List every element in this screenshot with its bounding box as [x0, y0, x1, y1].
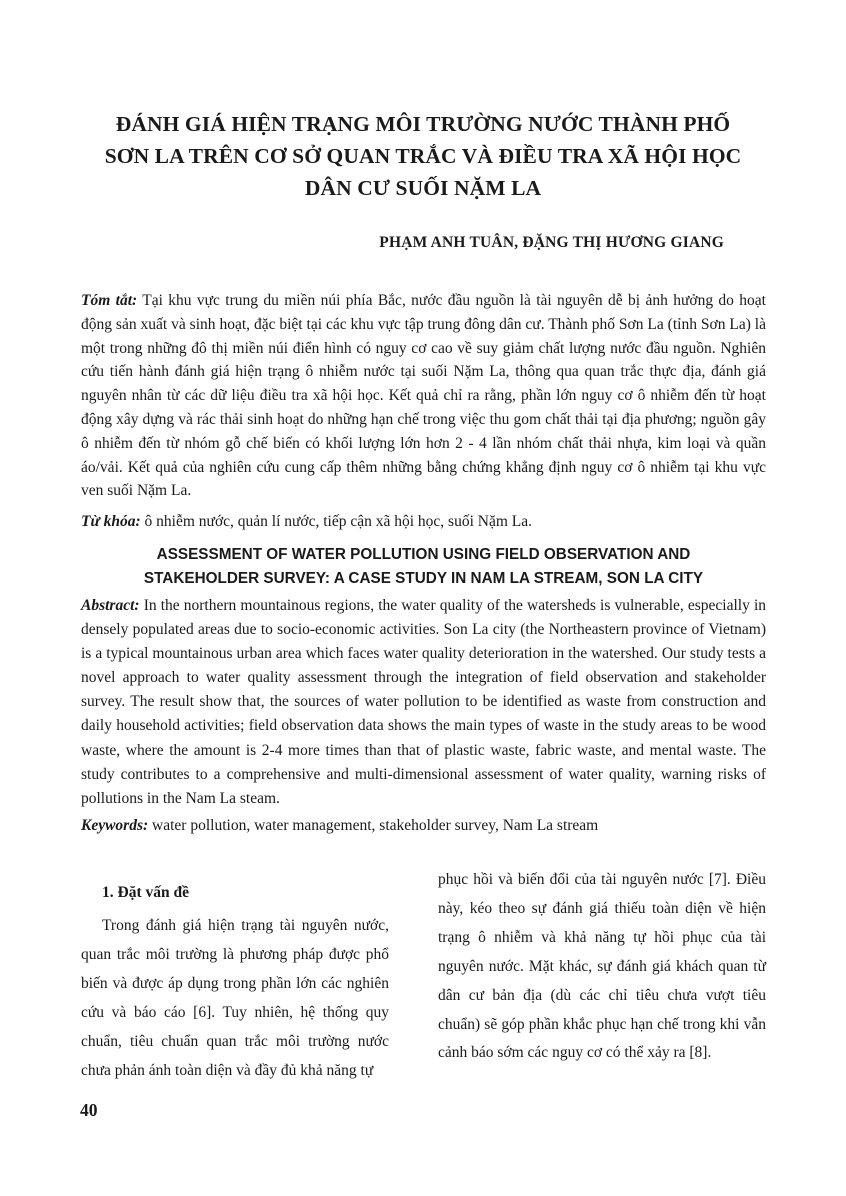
english-title [81, 543, 766, 591]
english-title-line-1: ASSESSMENT OF WATER POLLUTION USING FIELD OBSERVATION AND [156, 546, 691, 563]
keywords-english [81, 814, 766, 837]
authors: PHẠM ANH TUÂN, ĐẶNG THỊ HƯƠNG GIANG [379, 234, 724, 251]
title-line-2: SƠN LA TRÊN CƠ SỞ QUAN TRẮC VÀ ĐIỀU TRA XÃ HỘI HỌC [104, 144, 742, 168]
body-paragraph-left: Trong đánh giá hiện trạng tài nguyên nước, quan trắc môi trường là phương pháp được phổ biến và được áp dụng trong phần lớn các nghiên cứu và báo cáo [6]. Tuy nhiên, hệ thống quy chuẩn, tiêu chuẩn quan trắc môi trường nước chưa phản ánh toàn diện và đầy đủ khả năng tự [81, 917, 389, 1079]
abstract-vietnamese [81, 289, 766, 503]
english-title-line-2: STAKEHOLDER SURVEY: A CASE STUDY IN NAM LA STREAM, SON LA CITY [143, 570, 704, 587]
abstract-en-label: Abstract: [81, 597, 140, 614]
title-line-3: DÂN CƯ SUỐI NẶM LA [304, 176, 542, 200]
section-heading: 1. Đặt vấn đề [102, 884, 189, 901]
abstract-vn-text: Tại khu vực trung du miền núi phía Bắc, nước đầu nguồn là tài nguyên dễ bị ảnh hưởng do hoạt động sản xuất và sinh hoạt, đặc biệt tại các khu vực tập trung đông dân cư. Thành phố Sơn La (tỉnh Sơn La) là một trong những đô thị miền núi điển hình có nguy cơ cao về suy giảm chất lượng nước đầu nguồn. Nghiên cứu tiến hành đánh giá hiện trạng ô nhiễm nước tại suối Nặm La, thông qua quan trắc thực địa, đánh giá nguyên nhân từ các dữ liệu điều tra xã hội học. Kết quả chỉ ra rằng, phần lớn nguy cơ ô nhiễm đến từ hoạt động xây dựng và rác thải sinh hoạt do những hạn chế trong việc thu gom chất thải tại địa phương; nguồn gây ô nhiễm đến từ nhóm gỗ chế biến có khối lượng lớn hơn 2 - 4 lần nhóm chất thải nhựa, kim loại và quần áo/vải. Kết quả của nghiên cứu cung cấp thêm những bằng chứng khẳng định nguy cơ ô nhiễm tại khu vực ven suối Nặm La. [81, 292, 766, 500]
keywords-en-label: Keywords: [81, 817, 149, 834]
keywords-vietnamese [81, 510, 766, 533]
abstract-vn-label: Tóm tắt: [81, 292, 138, 309]
title-line-1: ĐÁNH GIÁ HIỆN TRẠNG MÔI TRƯỜNG NƯỚC THÀNH PHỐ [115, 112, 731, 136]
keywords-vn-text: ô nhiễm nước, quản lí nước, tiếp cận xã hội học, suối Nặm La. [144, 513, 532, 530]
abstract-en-text: In the northern mountainous regions, the water quality of the watersheds is vulnerable, especially in densely populated areas due to socio-economic activities. Son La city (the Northeastern province of Vietnam) is a typical mountainous urban area which faces water quality deterioration in the watershed. Our study tests a novel approach to water quality assessment through the integration of field observation and stakeholder survey. The result show that, the sources of water pollution to be identified as waste from construction and daily household activities; field observation data shows the main types of waste in the study areas to be wood waste, where the amount is 2-4 more times than that of plastic waste, fabric waste, and mental waste. The study contributes to a comprehensive and multi-dimensional assessment of water quality, warning risks of pollutions in the Nam La steam. [81, 597, 767, 807]
abstract-english [81, 594, 766, 811]
page-number: 40 [80, 1100, 98, 1120]
keywords-vn-label: Từ khóa: [81, 513, 141, 530]
paper-title [80, 108, 766, 204]
body-paragraph-right: phục hồi và biến đổi của tài nguyên nước [7]. Điều này, kéo theo sự đánh giá thiếu toàn diện về hiện trạng ô nhiễm và khả năng tự hồi phục của tài nguyên nước. Mặt khác, sự đánh giá khách quan từ dân cư bản địa (dù các chỉ tiêu chưa vượt tiêu chuẩn) sẽ góp phần khắc phục hạn chế trong khi vẫn cảnh báo sớm các nguy cơ có thể xảy ra [8]. [438, 871, 766, 1062]
keywords-en-text: water pollution, water management, stakeholder survey, Nam La stream [152, 817, 599, 834]
